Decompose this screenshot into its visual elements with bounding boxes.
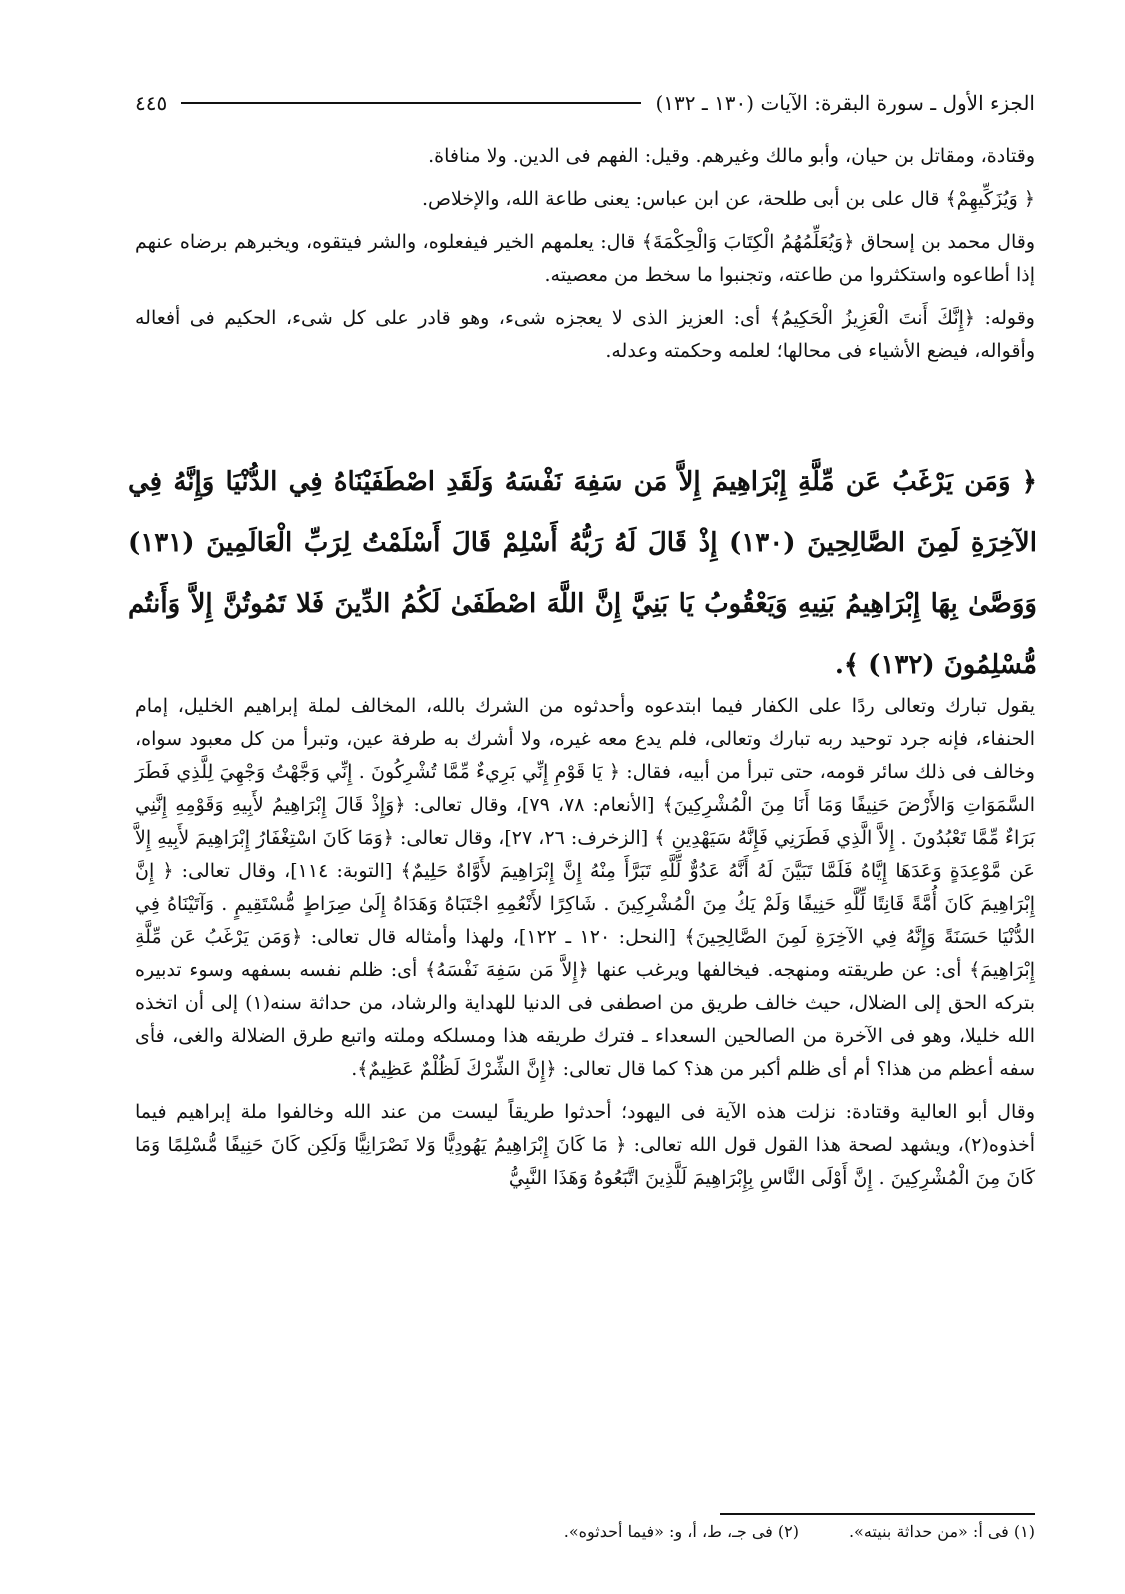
paragraph-4: وقوله: ﴿إِنَّكَ أَنتَ الْعَزِيزُ الْحَكِيمُ﴾ أى: العزيز الذى لا يعجزه شىء، وهو قادر على كل شىء، الحكيم فى أفعاله وأقواله، فيضع الأشياء فى محالها؛ لعلمه وحكمته وعدله. [135,307,1035,362]
header-rule [181,102,641,104]
paragraph-2: ﴿ وَيُزَكِّيهِمْ﴾ قال على بن أبى طلحة، عن ابن عباس: يعنى طاعة الله، والإخلاص. [421,188,1035,210]
quran-verse-block: ﴿ وَمَن يَرْغَبُ عَن مِّلَّةِ إِبْرَاهِيمَ إِلاَّ مَن سَفِهَ نَفْسَهُ وَلَقَدِ اصْطَفَيْنَاهُ فِي الدُّنْيَا وَإِنَّهُ فِي الآخِرَةِ لَمِنَ الصَّالِحِينَ (١٣٠) إِذْ قَالَ لَهُ رَبُّهُ أَسْلِمْ قَالَ أَسْلَمْتُ لِرَبِّ الْعَالَمِينَ (١٣١) وَوَصَّىٰ بِهَا إِبْرَاهِيمُ بَنِيهِ وَيَعْقُوبُ يَا بَنِيَّ إِنَّ اللَّهَ اصْطَفَىٰ لَكُمُ الدِّينَ فَلا تَمُوتُنَّ إِلاَّ وَأَنتُم مُّسْلِمُونَ (١٣٢) ﴾. [128,467,1037,680]
footnote-rule [720,1513,1035,1515]
page-number: ٤٤٥ [135,91,168,115]
running-header [135,88,1035,118]
paragraph-3: وقال محمد بن إسحاق ﴿وَيُعَلِّمُهُمُ الْكِتَابَ وَالْحِكْمَةَ﴾ قال: يعلمهم الخير فيفعلوه، والشر فيتقوه، ويخبرهم برضاه عنهم إذا أطاعوه واستكثروا من طاعته، وتجنبوا ما سخط من معصيته. [135,231,1035,286]
footnote-1: (١) فى أ: «من حداثة بنيته». [848,1522,1035,1541]
footnote-2: (٢) فى جـ، ط، أ، و: «فيما أحدثوه». [563,1522,799,1541]
commentary-bottom [135,690,1035,1205]
paragraph-1: وقتادة، ومقاتل بن حيان، وأبو مالك وغيرهم. وقيل: الفهم فى الدين. ولا منافاة. [428,145,1035,167]
paragraph-5: يقول تبارك وتعالى ردًا على الكفار فيما ابتدعوه وأحدثوه من الشرك بالله، المخالف لملة إبراهيم الخليل، إمام الحنفاء، فإنه جرد توحيد ربه تبارك وتعالى، فلم يدع معه غيره، ولا أشرك به طرفة عين، وتبرأ من كل معبود سواه، وخالف فى ذلك سائر قومه، حتى تبرأ من أبيه، فقال: ﴿ يَا قَوْمِ إِنِّي بَرِيءٌ مِّمَّا تُشْرِكُونَ . إِنِّي وَجَّهْتُ وَجْهِيَ لِلَّذِي فَطَرَ السَّمَوَاتِ وَالأَرْضَ حَنِيفًا وَمَا أَنَا مِنَ الْمُشْرِكِينَ﴾ [الأنعام: ٧٨، ٧٩]، وقال تعالى: ﴿وَإِذْ قَالَ إِبْرَاهِيمُ لأَبِيهِ وَقَوْمِهِ إِنَّنِي بَرَاءٌ مِّمَّا تَعْبُدُونَ . إِلاَّ الَّذِي فَطَرَنِي فَإِنَّهُ سَيَهْدِينِ ﴾ [الزخرف: ٢٦، ٢٧]، وقال تعالى: ﴿وَمَا كَانَ اسْتِغْفَارُ إِبْرَاهِيمَ لأَبِيهِ إِلاَّ عَن مَّوْعِدَةٍ وَعَدَهَا إِيَّاهُ فَلَمَّا تَبَيَّنَ لَهُ أَنَّهُ عَدُوٌّ لِّلَّهِ تَبَرَّأَ مِنْهُ إِنَّ إِبْرَاهِيمَ لأَوَّاهٌ حَلِيمٌ﴾ [التوبة: ١١٤]، وقال تعالى: ﴿ إِنَّ إِبْرَاهِيمَ كَانَ أُمَّةً قَانِتًا لِّلَّهِ حَنِيفًا وَلَمْ يَكُ مِنَ الْمُشْرِكِينَ . شَاكِرًا لأَنْعُمِهِ اجْتَبَاهُ وَهَدَاهُ إِلَىٰ صِرَاطٍ مُّسْتَقِيمٍ . وَآتَيْنَاهُ فِي الدُّنْيَا حَسَنَةً وَإِنَّهُ فِي الآخِرَةِ لَمِنَ الصَّالِحِينَ﴾ [النحل: ١٢٠ ـ ١٢٢]، ولهذا وأمثاله قال تعالى: ﴿وَمَن يَرْغَبُ عَن مِّلَّةِ إِبْرَاهِيمَ﴾ أى: عن طريقته ومنهجه. فيخالفها ويرغب عنها ﴿إِلاَّ مَن سَفِهَ نَفْسَهُ﴾ أى: ظلم نفسه بسفهه وسوء تدبيره بتركه الحق إلى الضلال، حيث خالف طريق من اصطفى فى الدنيا للهداية والرشاد، من حداثة سنه(١) إلى أن اتخذه الله خليلا، وهو فى الآخرة من الصالحين السعداء ـ فترك طريقه هذا ومسلكه وملته واتبع طرق الضلالة والغى، فأى سفه أعظم من هذا؟ أم أى ظلم أكبر من هذ؟ كما قال تعالى: ﴿إِنَّ الشِّرْكَ لَظُلْمٌ عَظِيمٌ﴾. [135,695,1035,1080]
footnotes [135,1522,1035,1541]
commentary-top [135,140,1035,378]
running-title: الجزء الأول ـ سورة البقرة: الآيات (١٣٠ ـ ١٣٢) [655,91,1035,115]
paragraph-6: وقال أبو العالية وقتادة: نزلت هذه الآية فى اليهود؛ أحدثوا طريقاً ليست من عند الله وخالفوا ملة إبراهيم فيما أخذوه(٢)، ويشهد لصحة هذا القول قول الله تعالى: ﴿ مَا كَانَ إِبْرَاهِيمُ يَهُودِيًّا وَلا نَصْرَانِيًّا وَلَكِن كَانَ حَنِيفًا مُّسْلِمًا وَمَا كَانَ مِنَ الْمُشْرِكِينَ . إِنَّ أَوْلَى النَّاسِ بِإِبْرَاهِيمَ لَلَّذِينَ اتَّبَعُوهُ وَهَذَا النَّبِيُّ [135,1101,1035,1189]
